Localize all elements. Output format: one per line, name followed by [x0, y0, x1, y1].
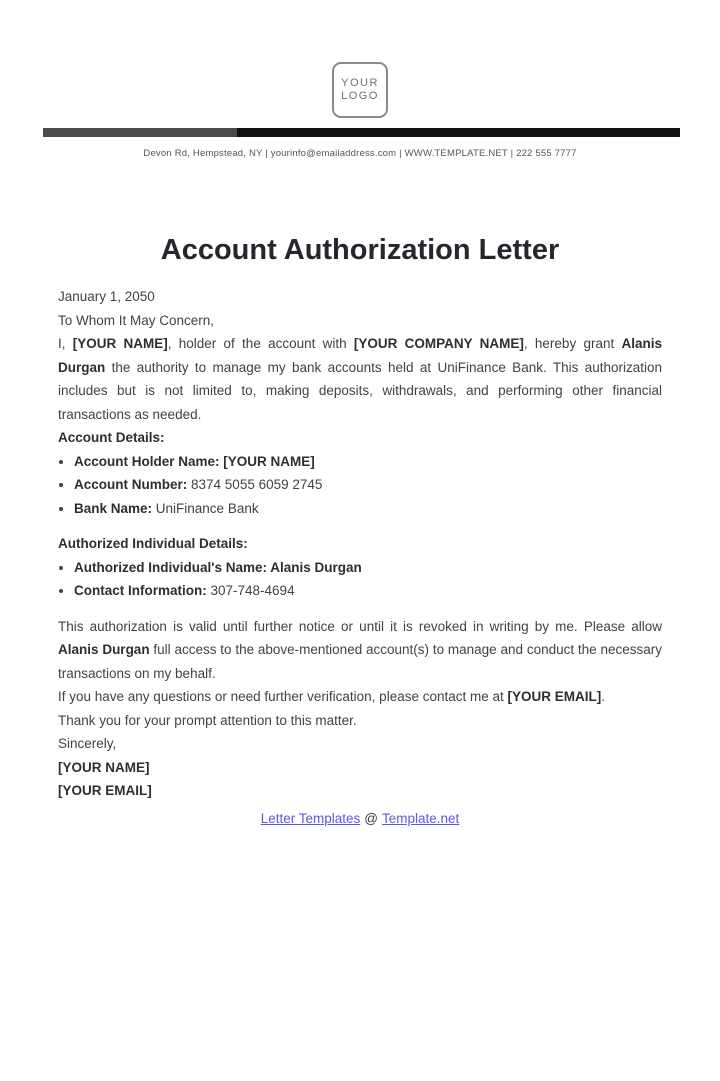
- contact-info-label: Contact Information:: [74, 583, 207, 598]
- closing-note: Thank you for your prompt attention to this matter.: [58, 712, 357, 728]
- placeholder-your-email: [YOUR EMAIL]: [507, 689, 602, 704]
- contact-info-line: Devon Rd, Hempstead, NY | yourinfo@emailaddress.com | WWW.TEMPLATE.NET | 222 555 7777: [143, 148, 577, 159]
- validity-paragraph: [58, 615, 662, 686]
- letter-page: [0, 62, 720, 1081]
- header-divider-bar: [43, 128, 680, 137]
- list-item-contact-info: [74, 579, 662, 603]
- list-item-bank-name: [74, 497, 662, 521]
- letter-templates-link[interactable]: Letter Templates: [260, 810, 361, 826]
- account-holder-value: [YOUR NAME]: [219, 453, 315, 469]
- authorized-name-label: Authorized Individual's Name:: [74, 559, 267, 575]
- signature-name: [YOUR NAME]: [58, 759, 150, 775]
- account-number-value: 8374 5055 6059 2745: [187, 477, 323, 492]
- salutation: To Whom It May Concern,: [58, 312, 215, 328]
- account-holder-label: Account Holder Name:: [74, 453, 220, 469]
- list-item-authorized-name: [74, 556, 662, 580]
- sign-off: Sincerely,: [58, 736, 117, 751]
- signature-email: [YOUR EMAIL]: [58, 783, 152, 798]
- template-net-link[interactable]: Template.net: [381, 810, 460, 826]
- intro-text-4: the authority to manage my bank accounts held at UniFinance Bank. This authorization includes but is not limited to, making deposits, withdrawals, and performing other financial transactions as needed.: [58, 359, 662, 422]
- contact-text-1: If you have any questions or need further verification, please contact me at: [58, 689, 508, 704]
- placeholder-company-name: [YOUR COMPANY NAME]: [353, 336, 524, 351]
- authorized-details-list: [58, 556, 662, 603]
- authorized-details-heading: Authorized Individual Details:: [58, 536, 248, 551]
- page-title: Account Authorization Letter: [160, 234, 560, 266]
- logo-text-line1: YOUR: [341, 77, 379, 89]
- divider-bar-black-segment: [237, 128, 680, 137]
- contact-text-2: .: [601, 689, 606, 704]
- account-number-label: Account Number:: [74, 477, 188, 492]
- divider-bar-gray-segment: [43, 128, 237, 137]
- placeholder-your-name: [YOUR NAME]: [72, 336, 168, 351]
- intro-paragraph: [58, 332, 662, 426]
- list-item-account-holder: [74, 450, 662, 474]
- intro-text-1: I,: [58, 336, 73, 351]
- validity-text-2: full access to the above-mentioned account(s) to manage and conduct the necessary transactions on my behalf.: [58, 642, 662, 681]
- list-item-account-number: [74, 473, 662, 497]
- footer-attribution: [0, 807, 720, 831]
- account-details-heading: Account Details:: [58, 430, 165, 445]
- footer-separator: @: [364, 810, 378, 826]
- validity-text-1: This authorization is valid until further notice or until it is revoked in writing by me. Please allow: [58, 618, 662, 634]
- bank-name-value: UniFinance Bank: [152, 500, 259, 516]
- account-details-list: [58, 450, 662, 521]
- intro-text-3: , hereby grant: [523, 336, 622, 351]
- authorized-name-value: Alanis Durgan: [266, 559, 362, 575]
- company-logo: [332, 62, 388, 118]
- contact-info-value: 307-748-4694: [206, 583, 295, 598]
- logo-text-line2: LOGO: [341, 90, 379, 102]
- contact-paragraph: [58, 685, 662, 709]
- letter-date: January 1, 2050: [58, 289, 155, 304]
- intro-text-2: , holder of the account with: [167, 336, 354, 351]
- letter-body: [58, 285, 662, 803]
- bank-name-label: Bank Name:: [74, 500, 153, 516]
- validity-person-name: Alanis Durgan: [58, 642, 150, 657]
- authorized-person-name: Alanis Durgan: [58, 336, 662, 375]
